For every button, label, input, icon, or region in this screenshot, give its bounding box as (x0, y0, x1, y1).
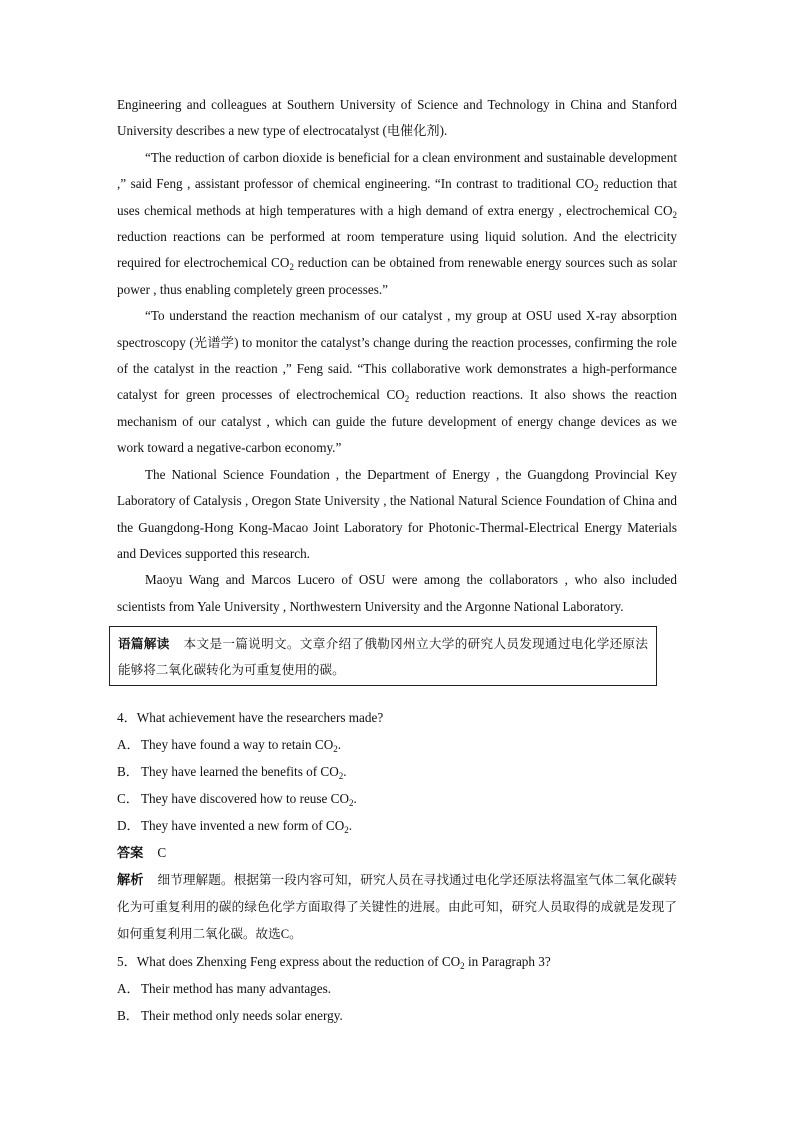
answer-value: C (157, 845, 167, 861)
paragraph-3 (117, 303, 677, 461)
subscript-2: 2 (349, 798, 354, 809)
subscript-2: 2 (338, 771, 344, 782)
question-4-option-a (117, 731, 677, 758)
option-letter: A． (117, 737, 140, 753)
option-text: Their method only needs solar energy. (141, 1008, 343, 1024)
question-5-stem-b: in Paragraph 3? (464, 954, 551, 970)
subscript-2: 2 (289, 262, 294, 273)
paragraph-2-text-a: “The reduction of carbon dioxide is beneficial for a clean environment and sustainable development ,” said Feng , assistant professor of chemical engineering. “In contrast to traditional CO (117, 149, 677, 192)
question-4 (117, 704, 677, 948)
summary-text: 本文是一篇说明文。文章介绍了俄勒冈州立大学的研究人员发现通过电化学还原法能够将二氧化碳转化为可重复使用的碳。 (118, 637, 649, 678)
option-letter: B． (117, 1008, 139, 1024)
explanation-label: 解析 (117, 872, 144, 888)
paragraph-5-text: Maoyu Wang and Marcos Lucero of OSU were among the collaborators , who also included scientists from Yale University , Northwestern University and the Argonne National Laboratory. (117, 572, 677, 614)
question-5 (117, 948, 677, 1029)
subscript-2: 2 (404, 394, 410, 405)
question-5-stem (117, 948, 677, 975)
question-4-stem: 4．What achievement have the researchers made? (117, 710, 384, 726)
option-text: They have learned the benefits of CO (141, 764, 339, 780)
option-text: They have invented a new form of CO (141, 818, 345, 834)
paragraph-3-text-b: reduction reactions. It also shows the reaction mechanism of our catalyst , which can guide the future development of energy change devices as we work toward a negative-carbon economy.” (117, 387, 677, 456)
paragraph-1-text: Engineering and colleagues at Southern University of Science and Technology in China and Stanford University describes a new type of electrocatalyst (电催化剂). (117, 97, 677, 139)
paragraph-2-text-b: reduction that uses chemical methods at high temperatures with a high demand of extra energy , electrochemical CO (117, 176, 678, 218)
subscript-2: 2 (344, 825, 349, 836)
subscript-2: 2 (594, 183, 599, 194)
document-content (117, 92, 677, 1029)
question-4-option-c (117, 785, 677, 812)
paragraph-4-text: The National Science Foundation , the Department of Energy , the Guangdong Provincial Key Laboratory of Catalysis , Oregon State University , the National Natural Science Foundation of China and the Guangdong-Hong Kong-Macao Joint Laboratory for Photonic-Thermal-Electrical Energy Materials and Devices supported this research. (117, 466, 677, 561)
option-letter: A． (117, 981, 140, 997)
question-4-answer (117, 839, 677, 866)
question-4-option-b (117, 758, 677, 785)
question-4-option-d (117, 812, 677, 839)
subscript-2: 2 (672, 209, 677, 220)
option-letter: C． (117, 791, 139, 807)
summary-label: 语篇解读 (118, 637, 170, 652)
option-tail: . (353, 791, 357, 807)
option-tail: . (348, 818, 353, 834)
question-5-stem-a: 5．What does Zhenxing Feng express about the reduction of CO (117, 954, 461, 970)
option-tail: . (343, 764, 347, 780)
question-5-option-b (117, 1002, 677, 1029)
explanation-text: 细节理解题。根据第一段内容可知，研究人员在寻找通过电化学还原法将温室气体二氧化碳转化为可重复利用的碳的绿色化学方面取得了关键性的进展。由此可知，研究人员取得的成就是发现了如何重复利用二氧化碳。故选C。 (117, 873, 677, 942)
option-text: Their method has many advantages. (141, 981, 332, 997)
subscript-2: 2 (460, 961, 465, 972)
paragraph-4 (117, 462, 677, 568)
option-letter: D． (117, 818, 140, 834)
answer-label: 答案 (117, 845, 144, 861)
option-text: They have found a way to retain CO (141, 737, 334, 753)
option-tail: . (337, 737, 342, 753)
paragraph-2-text-c: reduction reactions can be performed at room temperature using liquid solution. And the electricity required for electrochemical CO (117, 229, 677, 271)
option-text: They have discovered how to reuse CO (141, 791, 350, 807)
paragraph-3-text-a: “To understand the reaction mechanism of our catalyst , my group at OSU used X-ray absorption spectroscopy (光谱学) to monitor the catalyst’s change during the reaction processes, confirming the role of the catalyst in the reaction ,” Feng said. “This collaborative work demonstrates a high-performance catalyst for green processes of electrochemical CO (117, 308, 677, 403)
question-5-option-a (117, 975, 677, 1002)
subscript-2: 2 (333, 744, 338, 755)
paragraph-5 (117, 567, 677, 620)
question-4-explanation (117, 866, 677, 948)
paragraph-1 (117, 92, 677, 145)
option-letter: B． (117, 764, 139, 780)
paragraph-2-text-d: reduction can be obtained from renewable energy sources such as solar power , thus enabling completely green processes.” (117, 255, 677, 297)
paragraph-2 (117, 145, 677, 303)
discourse-summary-box (109, 626, 657, 686)
